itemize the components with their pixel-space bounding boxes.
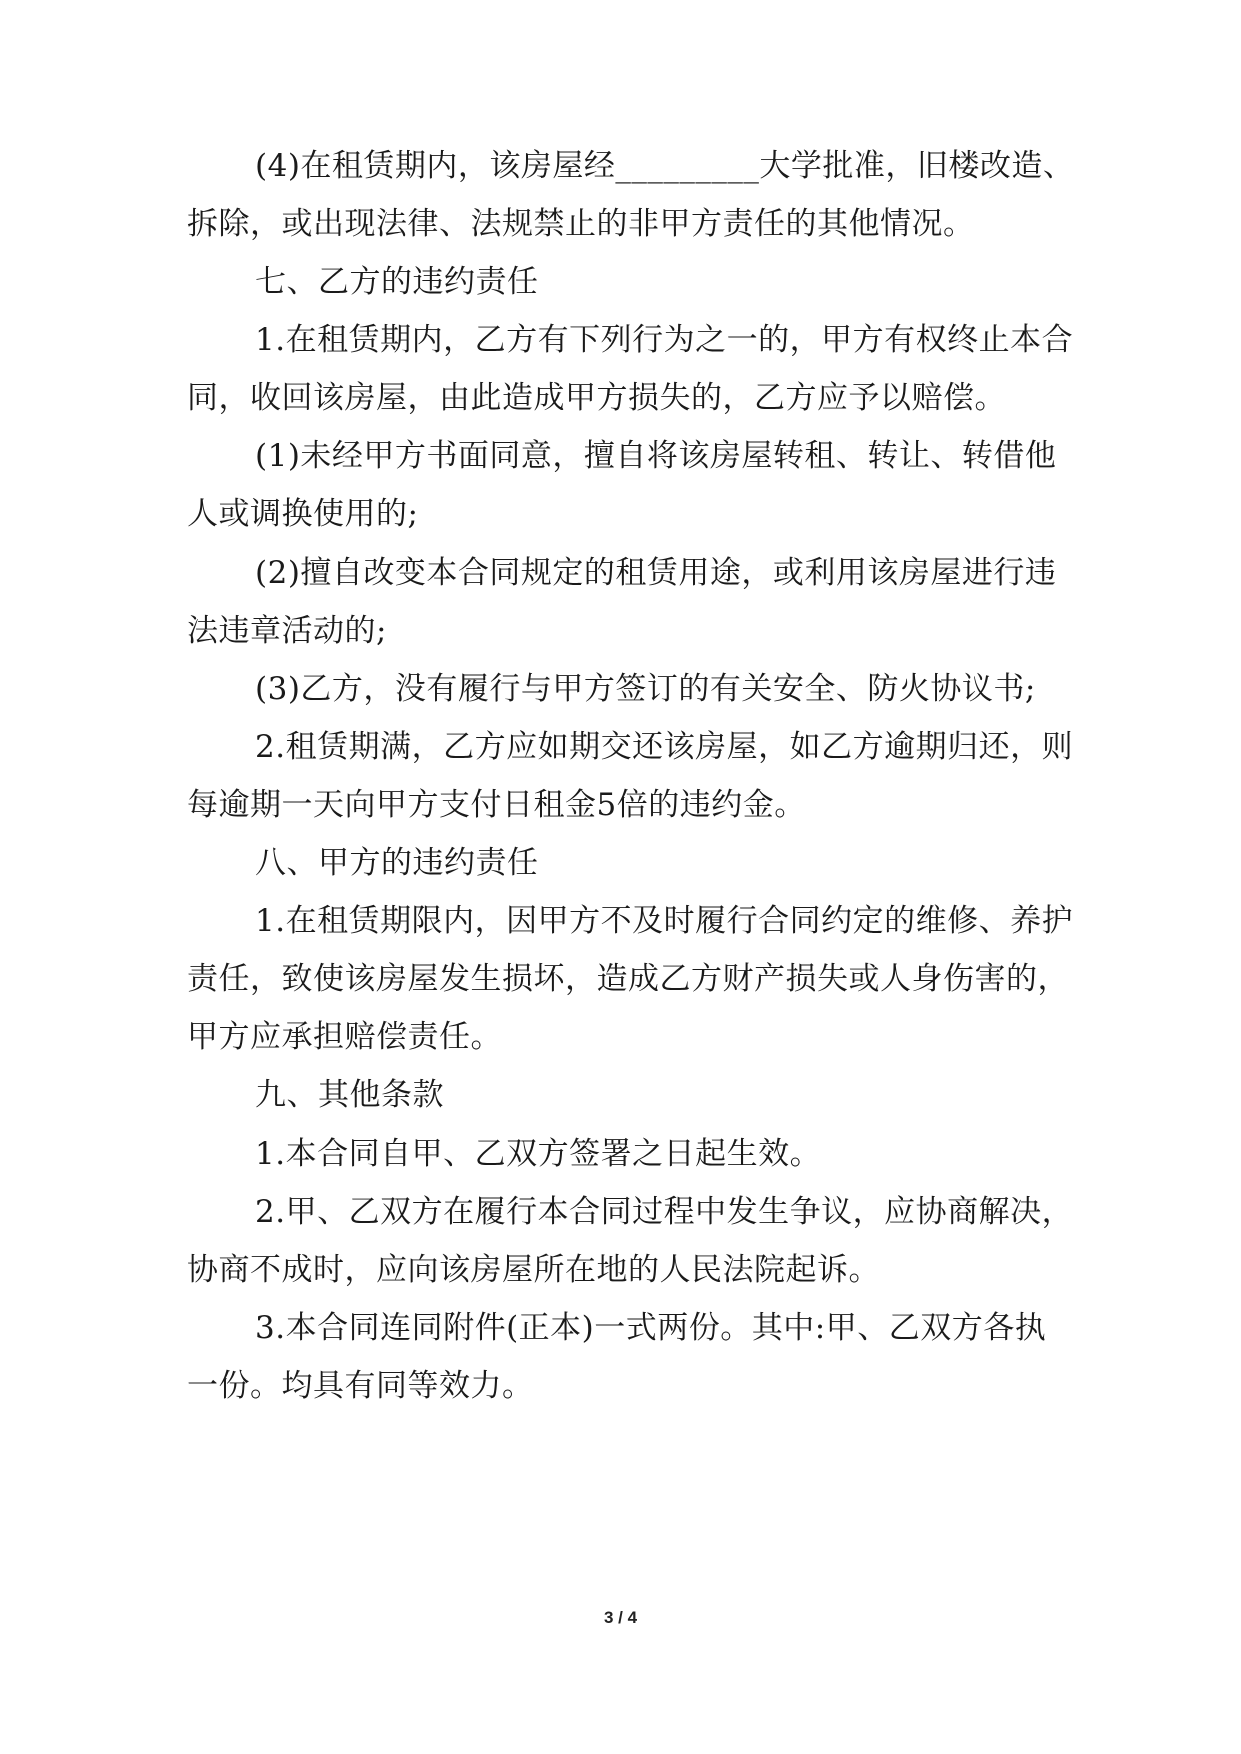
paragraph-line: 1.在租赁期限内，因甲方不及时履行合同约定的维修、养护	[255, 903, 1074, 939]
paragraph-line: 2.租赁期满，乙方应如期交还该房屋，如乙方逾期归还，则	[255, 729, 1074, 765]
paragraph-line: (1)未经甲方书面同意，擅自将该房屋转租、转让、转借他	[255, 438, 1057, 474]
paragraph-line: 1.本合同自甲、乙双方签署之日起生效。	[255, 1136, 822, 1172]
paragraph-line: (4)在租赁期内，该房屋经_________大学批准，旧楼改造、	[255, 148, 1075, 184]
section-heading: 八、甲方的违约责任	[255, 845, 539, 881]
paragraph-line: 同，收回该房屋，由此造成甲方损失的，乙方应予以赔偿。	[187, 380, 1006, 416]
paragraph-line: (3)乙方，没有履行与甲方签订的有关安全、防火协议书;	[255, 671, 1036, 707]
paragraph-line: (2)擅自改变本合同规定的租赁用途，或利用该房屋进行违	[255, 555, 1057, 591]
paragraph-line: 拆除，或出现法律、法规禁止的非甲方责任的其他情况。	[187, 206, 975, 242]
paragraph-line: 一份。均具有同等效力。	[187, 1368, 534, 1404]
paragraph-line: 协商不成时，应向该房屋所在地的人民法院起诉。	[187, 1252, 880, 1288]
paragraph-line: 人或调换使用的;	[187, 496, 419, 532]
paragraph-line: 每逾期一天向甲方支付日租金5倍的违约金。	[187, 787, 806, 823]
section-heading: 七、乙方的违约责任	[255, 264, 539, 300]
paragraph-line: 责任，致使该房屋发生损坏，造成乙方财产损失或人身伤害的，	[187, 961, 1069, 997]
paragraph-line: 3.本合同连同附件(正本)一式两份。其中:甲、乙双方各执	[255, 1310, 1047, 1346]
paragraph-line: 2.甲、乙双方在履行本合同过程中发生争议，应协商解决，	[255, 1194, 1074, 1230]
paragraph-line: 法违章活动的;	[187, 613, 387, 649]
page-number: 3 / 4	[603, 1608, 638, 1627]
paragraph-line: 甲方应承担赔偿责任。	[187, 1019, 502, 1055]
paragraph-line: 1.在租赁期内，乙方有下列行为之一的，甲方有权终止本合	[255, 322, 1074, 358]
section-heading: 九、其他条款	[255, 1077, 444, 1113]
